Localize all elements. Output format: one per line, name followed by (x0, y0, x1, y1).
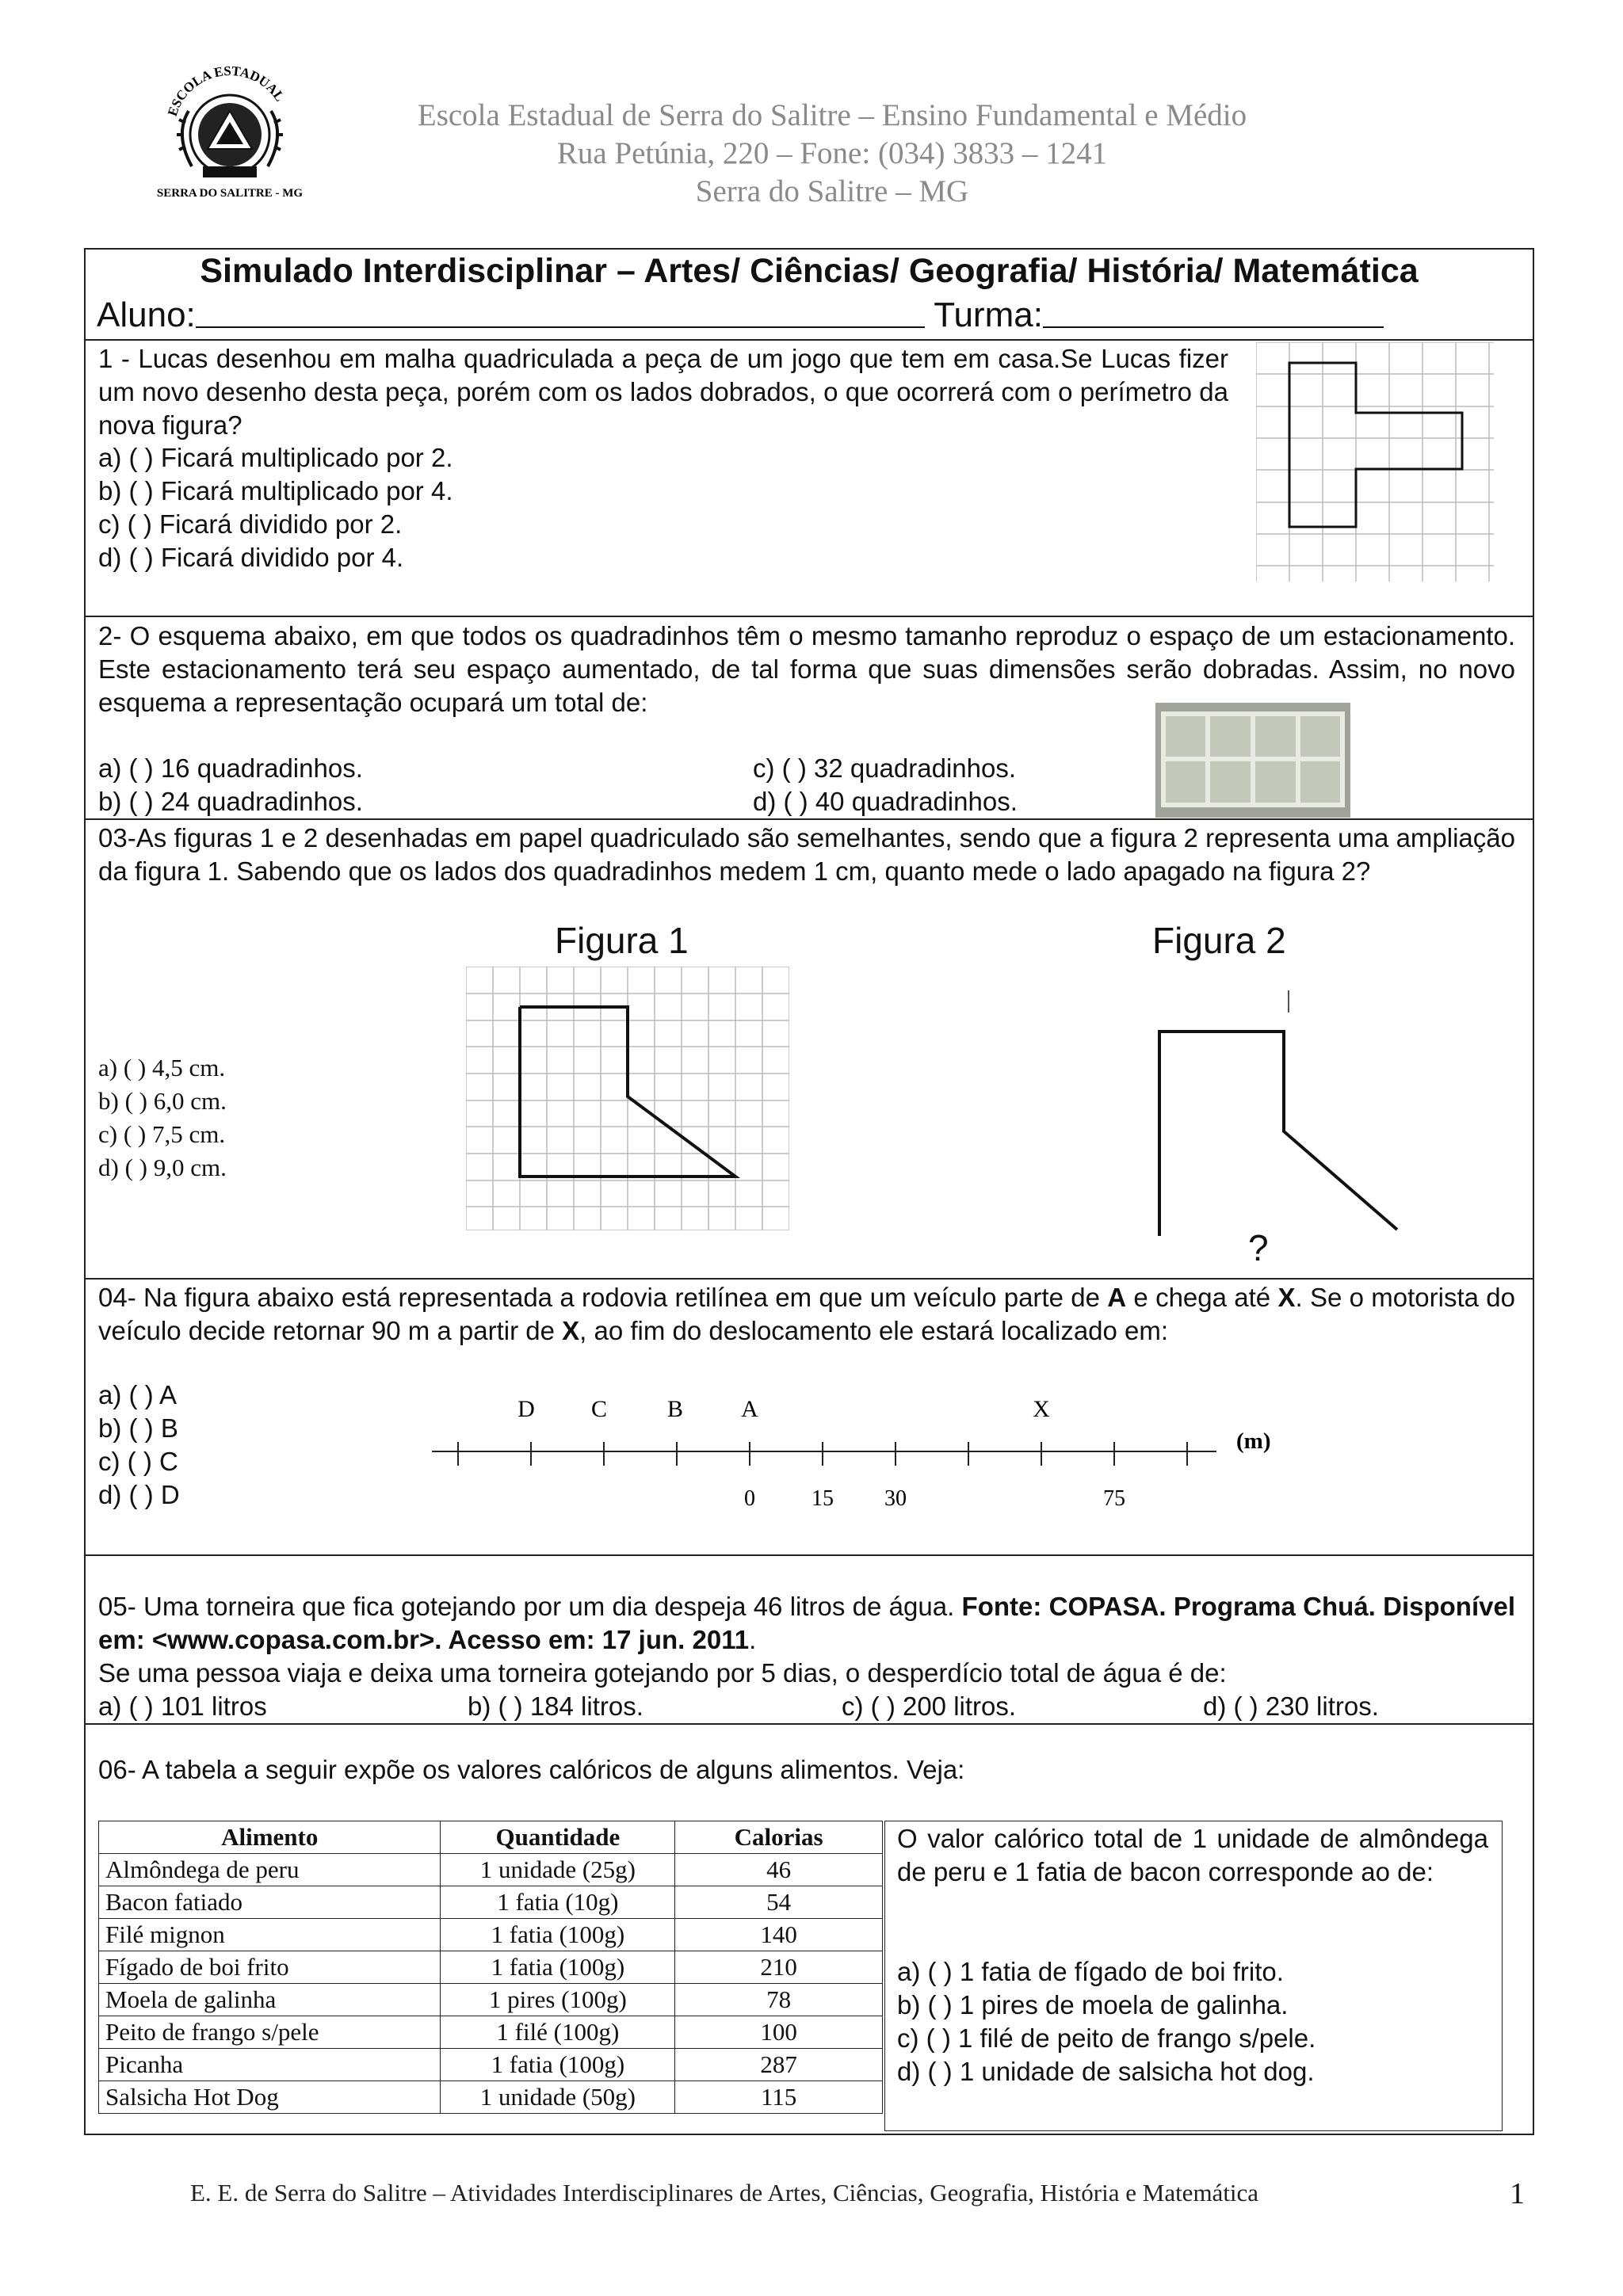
food-cell: Filé mignon (99, 1919, 441, 1951)
calories-cell: 287 (675, 2049, 883, 2081)
school-logo (151, 55, 309, 206)
q3-option-d[interactable]: d) ( ) 9,0 cm. (98, 1154, 227, 1181)
figure2-drawing (1125, 990, 1411, 1244)
unit-label: (m) (1236, 1428, 1271, 1454)
table-row (99, 1951, 883, 1984)
calories-cell: 46 (675, 1854, 883, 1886)
divider (84, 1554, 1534, 1556)
quantity-cell: 1 filé (100g) (441, 2016, 675, 2049)
calorie-table (98, 1821, 883, 2114)
quantity-cell: 1 fatia (100g) (441, 2049, 675, 2081)
point-label-D: D (517, 1396, 535, 1422)
food-cell: Almôndega de peru (99, 1854, 441, 1886)
figure1-label: Figura 1 (555, 920, 689, 961)
food-cell: Moela de galinha (99, 1984, 441, 2016)
divider (84, 1278, 1534, 1280)
logo-text-top: ESCOLA ESTADUAL (164, 63, 288, 118)
quantity-cell: 1 fatia (100g) (441, 1919, 675, 1951)
calories-cell: 100 (675, 2016, 883, 2049)
q1-option-b[interactable]: b) ( ) Ficará multiplicado por 4. (98, 476, 453, 505)
divider (84, 616, 1534, 617)
turma-label: Turma: (934, 296, 1043, 334)
table-header: Calorias (675, 1821, 883, 1854)
tick-label: 0 (744, 1486, 755, 1511)
q3-option-a[interactable]: a) ( ) 4,5 cm. (98, 1054, 226, 1081)
food-cell: Bacon fatiado (99, 1886, 441, 1919)
logo-text-bottom: SERRA DO SALITRE - MG (156, 187, 304, 200)
q6-option-b[interactable]: b) ( ) 1 pires de moela de galinha. (897, 1990, 1289, 2019)
q4-option-d[interactable]: d) ( ) D (98, 1480, 180, 1509)
q6-side-text: O valor calórico total de 1 unidade de almôndega de peru e 1 fatia de bacon corresponde ao de: (897, 1824, 1488, 1886)
q5-option-c[interactable]: c) ( ) 200 litros. (842, 1691, 1017, 1721)
q5-text-question: Se uma pessoa viaja e deixa uma torneira gotejando por 5 dias, o desperdício total de água é de: (98, 1658, 1227, 1688)
q1-option-d[interactable]: d) ( ) Ficará dividido por 4. (98, 543, 404, 572)
q2-option-c[interactable]: c) ( ) 32 quadradinhos. (753, 753, 1017, 783)
figure1-grid (466, 967, 789, 1230)
table-row (99, 1886, 883, 1919)
q3-option-c[interactable]: c) ( ) 7,5 cm. (98, 1120, 226, 1148)
food-cell: Peito de frango s/pele (99, 2016, 441, 2049)
point-label-A: A (741, 1396, 758, 1422)
figure2-label: Figura 2 (1152, 920, 1286, 961)
figure2-question-mark: ? (1248, 1227, 1269, 1268)
page-footer: E. E. de Serra do Salitre – Atividades Interdisciplinares de Artes, Ciências, Geografia, História e Matemática (190, 2179, 1259, 2206)
q4-option-c[interactable]: c) ( ) C (98, 1447, 178, 1476)
table-header: Alimento (99, 1821, 441, 1854)
quantity-cell: 1 fatia (10g) (441, 1886, 675, 1919)
quantity-cell: 1 fatia (100g) (441, 1951, 675, 1984)
q5-option-d[interactable]: d) ( ) 230 litros. (1203, 1691, 1379, 1721)
exam-title: Simulado Interdisciplinar – Artes/ Ciências/ Geografia/ História/ Matemática (200, 252, 1419, 290)
q4-option-a[interactable]: a) ( ) A (98, 1380, 178, 1409)
aluno-field[interactable] (196, 295, 925, 328)
q5-option-a[interactable]: a) ( ) 101 litros (98, 1691, 267, 1721)
tick-label: 75 (1103, 1486, 1125, 1511)
food-cell: Salsicha Hot Dog (99, 2081, 441, 2114)
q2-option-b[interactable]: b) ( ) 24 quadradinhos. (98, 787, 363, 816)
turma-field[interactable] (1043, 295, 1384, 328)
table-row (99, 1919, 883, 1951)
q2-option-d[interactable]: d) ( ) 40 quadradinhos. (753, 787, 1018, 816)
q1-grid-figure (1256, 342, 1494, 582)
figure2-shape (1159, 1032, 1397, 1236)
food-cell: Fígado de boi frito (99, 1951, 441, 1984)
q6-option-c[interactable]: c) ( ) 1 filé de peito de frango s/pele. (897, 2023, 1316, 2053)
q1-option-c[interactable]: c) ( ) Ficará dividido por 2. (98, 509, 403, 539)
calories-cell: 115 (675, 2081, 883, 2114)
q1-option-a[interactable]: a) ( ) Ficará multiplicado por 2. (98, 443, 453, 472)
quantity-cell: 1 pires (100g) (441, 1984, 675, 2016)
table-row (99, 2081, 883, 2114)
tick-label: 30 (884, 1486, 907, 1511)
divider (84, 818, 1534, 820)
q5-text: 05- Uma torneira que fica gotejando por um dia despeja 46 litros de água. Fonte: COPASA. Programa Chuá. Disponível em: <www.copasa.com.br>. Acesso em: 17 jun. 2011. (98, 1592, 1515, 1654)
table-row (99, 1854, 883, 1886)
table-row (99, 1984, 883, 2016)
q5-option-b[interactable]: b) ( ) 184 litros. (468, 1691, 643, 1721)
divider (84, 339, 1534, 341)
calories-cell: 78 (675, 1984, 883, 2016)
school-city: Serra do Salitre – MG (695, 174, 969, 208)
calories-cell: 54 (675, 1886, 883, 1919)
q2-parking-grid (1155, 703, 1350, 818)
quantity-cell: 1 unidade (50g) (441, 2081, 675, 2114)
divider (84, 1723, 1534, 1725)
point-label-B: B (666, 1396, 684, 1422)
school-header (301, 97, 1363, 211)
point-label-X: X (1033, 1396, 1050, 1422)
road-number-line (428, 1386, 1323, 1513)
q4-text: 04- Na figura abaixo está representada a rodovia retilínea em que um veículo parte de A e chega até X. Se o motorista do veículo decide retornar 90 m a partir de X, ao fim do deslocamento ele estará localizado em: (98, 1283, 1515, 1345)
table-header-row (99, 1821, 883, 1854)
calories-cell: 210 (675, 1951, 883, 1984)
aluno-label: Aluno: (97, 296, 196, 334)
tick-label: 15 (812, 1486, 834, 1511)
table-header: Quantidade (441, 1821, 675, 1854)
table-row (99, 2016, 883, 2049)
school-name: Escola Estadual de Serra do Salitre – Ensino Fundamental e Médio (417, 98, 1247, 132)
q6-option-d[interactable]: d) ( ) 1 unidade de salsicha hot dog. (897, 2057, 1315, 2086)
q6-option-a[interactable]: a) ( ) 1 fatia de fígado de boi frito. (897, 1957, 1284, 1986)
q2-option-a[interactable]: a) ( ) 16 quadradinhos. (98, 753, 363, 783)
student-info-row (97, 295, 1384, 335)
quantity-cell: 1 unidade (25g) (441, 1854, 675, 1886)
q6-text: 06- A tabela a seguir expõe os valores calóricos de alguns alimentos. Veja: (98, 1755, 965, 1784)
q4-option-b[interactable]: b) ( ) B (98, 1413, 178, 1443)
q3-option-b[interactable]: b) ( ) 6,0 cm. (98, 1087, 227, 1115)
q1-text: 1 - Lucas desenhou em malha quadriculada a peça de um jogo que tem em casa.Se Lucas fizer um novo desenho desta peça, porém com os lados dobrados, o que ocorrerá com o perímetro da nova figura? (98, 344, 1228, 440)
food-cell: Picanha (99, 2049, 441, 2081)
table-row (99, 2049, 883, 2081)
page-number: 1 (1510, 2177, 1525, 2210)
school-address: Rua Petúnia, 220 – Fone: (034) 3833 – 1241 (556, 136, 1108, 170)
calories-cell: 140 (675, 1919, 883, 1951)
q3-text: 03-As figuras 1 e 2 desenhadas em papel quadriculado são semelhantes, sendo que a figura 2 representa uma ampliação da figura 1. Sabendo que os lados dos quadradinhos medem 1 cm, quanto mede o lado apagado na figura 2? (98, 823, 1515, 886)
point-label-C: C (590, 1396, 608, 1422)
q2-text: 2- O esquema abaixo, em que todos os quadradinhos têm o mesmo tamanho reproduz o espaço de um estacionamento. Este estacionamento terá seu espaço aumentado, de tal forma que suas dimensões serão dobradas. Assim, no novo esquema a representação ocupará um total de: (98, 621, 1515, 717)
